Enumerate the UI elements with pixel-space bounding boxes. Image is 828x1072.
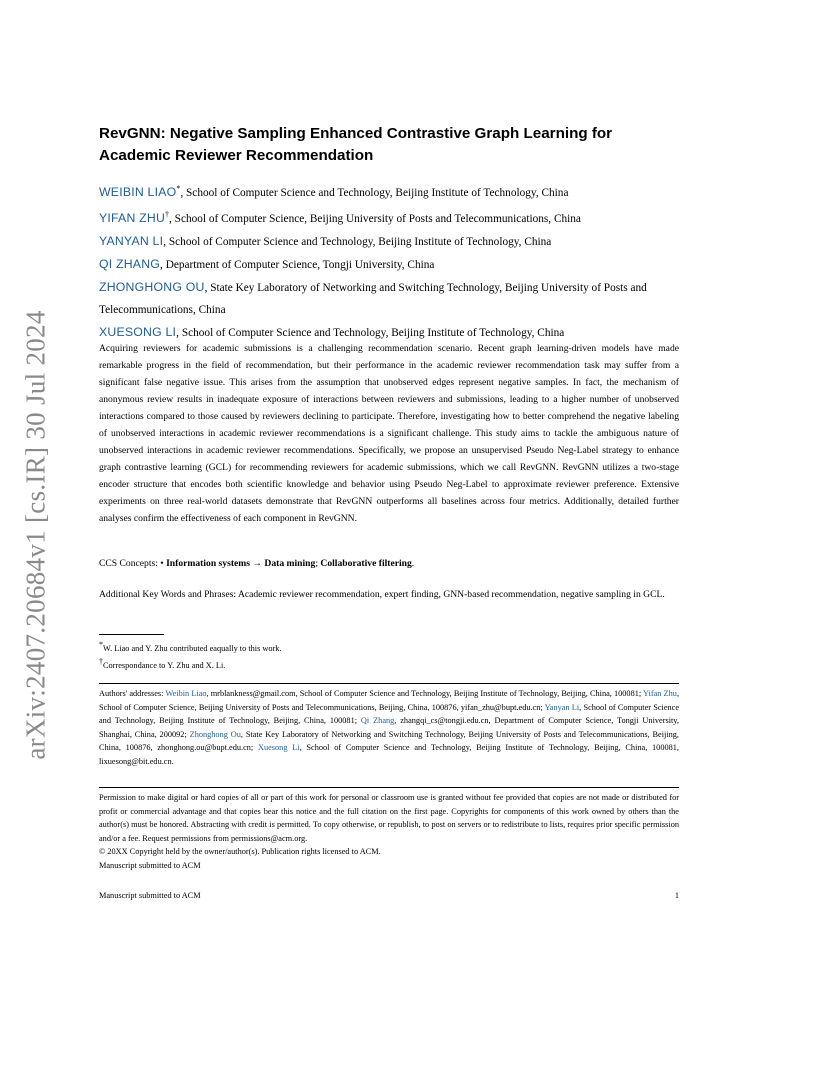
author-name[interactable]: YIFAN ZHU — [99, 210, 166, 225]
author-entry — [99, 276, 679, 321]
footnote-mark: * — [99, 640, 103, 649]
author-affiliation: , Department of Computer Science, Tongji University, China — [160, 258, 435, 271]
copyright-line: © 20XX Copyright held by the owner/author(s). Publication rights licensed to ACM. — [99, 847, 381, 856]
paper-title — [99, 123, 679, 167]
author-name[interactable]: YANYAN LI — [99, 233, 164, 248]
author-name[interactable]: QI ZHANG — [99, 256, 161, 271]
ccs-separator: ; — [315, 558, 321, 569]
arxiv-identifier-stamp: arXiv:2407.20684v1 [cs.IR] 30 Jul 2024 — [20, 310, 51, 760]
author-affiliation: , School of Computer Science, Beijing University of Posts and Telecommunications, China — [169, 212, 581, 225]
addresses-rule — [99, 683, 679, 684]
ccs-end: . — [411, 558, 415, 569]
footnote-rule — [99, 634, 164, 635]
address-author-link[interactable]: Zhonghong Ou — [189, 729, 241, 739]
keywords: Additional Key Words and Phrases: Academic reviewer recommendation, expert finding, GNN-based recommendation, negative sampling in GCL. — [99, 589, 665, 600]
address-author-link[interactable]: Yifan Zhu — [643, 689, 677, 698]
authors-addresses — [99, 687, 679, 768]
address-author-link[interactable]: Qi Zhang — [360, 716, 395, 725]
author-name[interactable]: XUESONG LI — [99, 324, 177, 339]
address-text: , School of Computer Science and Technology, Beijing Institute of Technology, Beijing, China, 100081, lixuesong@bit.edu.cn. — [99, 743, 679, 766]
address-text: , mrblankness@gmail.com, School of Computer Science and Technology, Beijing Institute of Technology, Beijing, China, 100081; — [206, 689, 643, 698]
footnote — [99, 638, 282, 655]
footnote — [99, 655, 282, 672]
address-author-link[interactable]: Weibin Liao — [165, 689, 207, 698]
address-text: , zhangqi_cs@tongji.edu.cn, Department of Computer Science, Tongji University, Shanghai, China, 200092; — [99, 716, 679, 739]
footnote-text: W. Liao and Y. Zhu contributed eaqually to this work. — [103, 643, 282, 653]
title-line-2: Academic Reviewer Recommendation — [99, 147, 374, 164]
author-mark: * — [176, 184, 181, 193]
author-list — [99, 178, 679, 344]
author-affiliation: , School of Computer Science and Technology, Beijing Institute of Technology, China — [180, 186, 569, 199]
address-text: , School of Computer Science and Technology, Beijing Institute of Technology, Beijing, China, 100081; — [99, 702, 680, 725]
abstract: Acquiring reviewers for academic submissions is a challenging recommendation scenario. Recent graph learning-driven models have made remarkable progress in the field of recommendation, but their performance in the academic reviewer recommendation task may suffer from a significant false negative issue. This arises from the assumption that unobserved edges represent negative samples. In fact, the mechanism of anonymous review results in inadequate exposure of interactions between reviewers and submissions, leading to a higher number of unobserved interactions compared to those caused by reviewers declining to participate. Therefore, investigating how to better comprehend the negative labeling of unobserved interactions in academic reviewer recommendations is a significant challenge. This study aims to tackle the ambiguous nature of unobserved interactions in academic reviewer recommendations. Specifically, we propose an unsupervised Pseudo Neg-Label strategy to enhance graph contrastive learning (GCL) for recommending reviewers for academic submissions, which we call RevGNN. RevGNN utilizes a two-stage encoder structure that encodes both scientific knowledge and behavior using Pseudo Neg-Label to approximate reviewer preference. Extensive experiments on three real-world datasets demonstrate that RevGNN outperforms all baselines across four metrics. Additionally, detailed further analyses confirm the effectiveness of each component in RevGNN. — [99, 343, 679, 524]
ccs-concept: Collaborative filtering — [320, 558, 412, 569]
ccs-arrow: → — [250, 558, 265, 569]
address-author-link[interactable]: Yanyan Li — [544, 702, 580, 712]
permission-rule — [99, 787, 679, 788]
author-entry — [99, 253, 679, 276]
permission-text: Permission to make digital or hard copies of all or part of this work for personal or classroom use is granted without fee provided that copies are not made or distributed for profit or commercial advantage and that copies bear this notice and the full citation on the first page. Copyrights for components of this work owned by others than the author(s) must be honored. Abstracting with credit is permitted. To copy otherwise, or republish, to post on servers or to redistribute to lists, requires prior specific permission and/or a fee. Request permissions from permissions@acm.org. — [99, 793, 679, 843]
manuscript-line: Manuscript submitted to ACM — [99, 860, 201, 870]
footnotes — [99, 638, 282, 672]
running-footer — [99, 891, 679, 900]
author-entry — [99, 204, 679, 230]
title-line-1: RevGNN: Negative Sampling Enhanced Contrastive Graph Learning for — [99, 125, 613, 142]
permission-notice — [99, 791, 679, 872]
ccs-concepts — [99, 555, 414, 572]
page-number: 1 — [674, 891, 679, 900]
author-affiliation: , School of Computer Science and Technology, Beijing Institute of Technology, China — [176, 326, 565, 339]
author-affiliation: , School of Computer Science and Technology, Beijing Institute of Technology, China — [163, 235, 552, 248]
footnote-mark: † — [99, 656, 103, 666]
author-name[interactable]: WEIBIN LIAO — [99, 184, 177, 199]
author-name[interactable]: ZHONGHONG OU — [99, 279, 205, 294]
footer-text: Manuscript submitted to ACM — [99, 891, 201, 900]
address-author-link[interactable]: Xuesong Li — [257, 743, 300, 752]
author-affiliation: , State Key Laboratory of Networking and Switching Technology, Beijing University of Posts and Telecommunications, China — [99, 281, 647, 316]
address-text: , State Key Laboratory of Networking and Switching Technology, Beijing University of Posts and Telecommunications, Beijing, China, 100876, zhonghong.ou@bupt.edu.cn; — [99, 729, 679, 752]
ccs-concept: Information systems — [166, 558, 251, 569]
footnote-text: Correspondance to Y. Zhu and X. Li. — [103, 660, 226, 670]
address-text: , School of Computer Science, Beijing University of Posts and Telecommunications, Beijing, China, 100876, yifan_zhu@bupt.edu.cn; — [99, 689, 680, 712]
author-mark: † — [165, 209, 170, 219]
ccs-concept: Data mining — [264, 558, 316, 569]
addresses-prefix: Authors' addresses: — [99, 689, 166, 698]
ccs-prefix: CCS Concepts: • — [99, 558, 167, 569]
author-entry — [99, 178, 679, 204]
author-entry — [99, 230, 679, 253]
